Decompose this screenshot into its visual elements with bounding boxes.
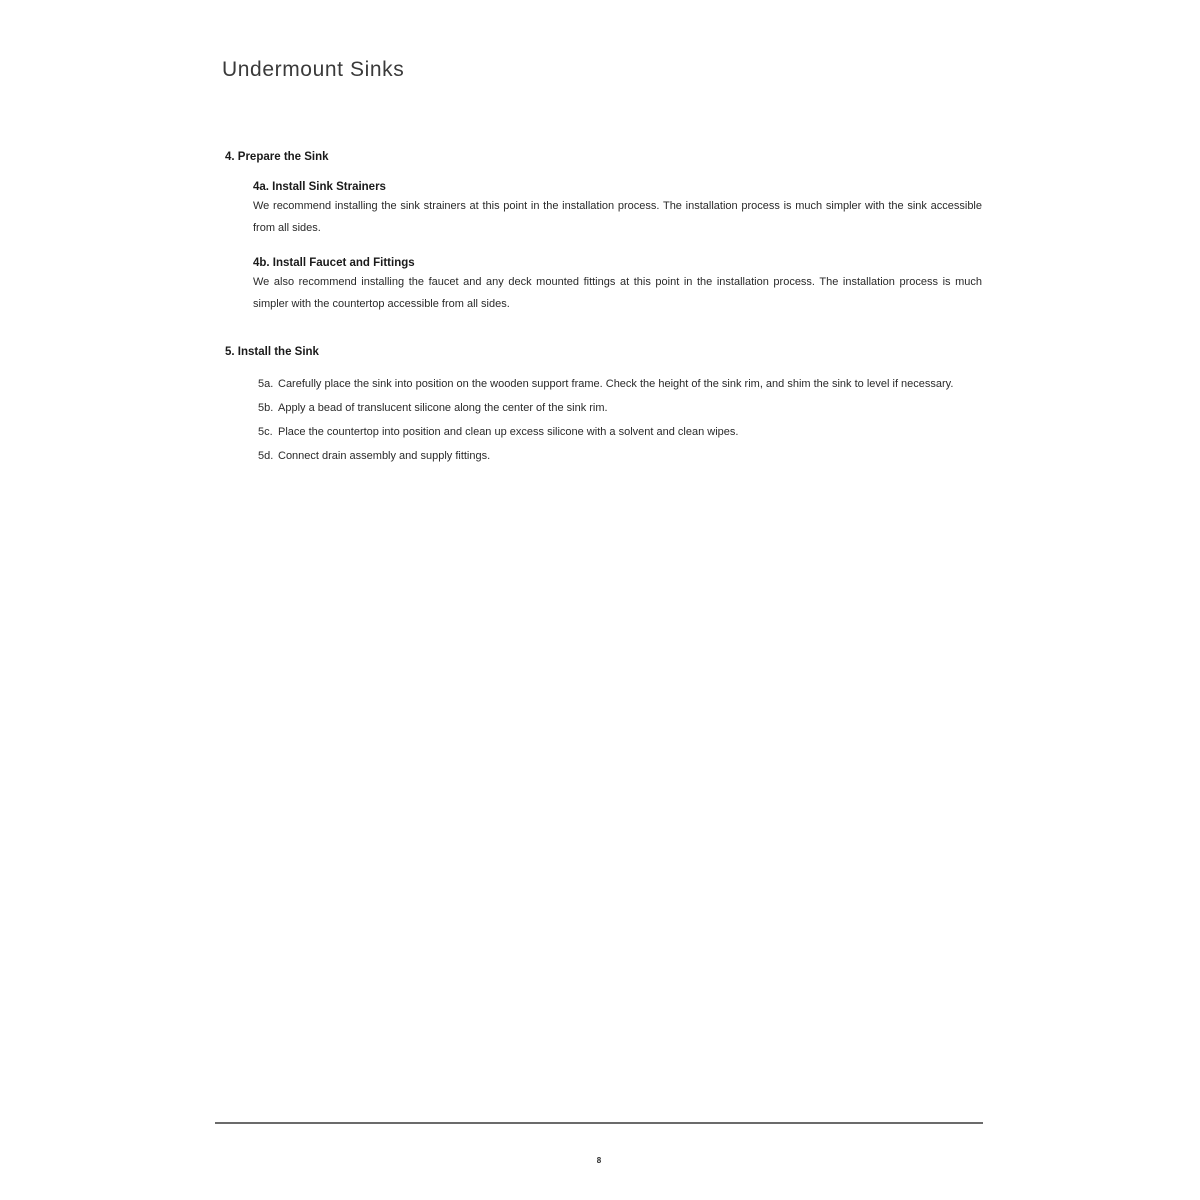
section-heading-prepare-the-sink: 4. Prepare the Sink xyxy=(225,151,329,163)
subsection-body: We recommend installing the sink strainers at this point in the installation process. The installation process is much simpler with the sink accessible from all sides. xyxy=(253,200,982,234)
section-heading-install-the-sink: 5. Install the Sink xyxy=(225,346,319,358)
step-text: Connect drain assembly and supply fittings. xyxy=(278,450,491,462)
subsection-heading: 4b. Install Faucet and Fittings xyxy=(253,257,415,269)
list-item-step-5a xyxy=(258,373,982,395)
list-item-step-5d xyxy=(258,445,982,467)
step-label: 5d. xyxy=(258,450,274,462)
page-title: Undermount Sinks xyxy=(222,58,405,81)
step-label: 5b. xyxy=(258,402,274,414)
list-item-step-5b xyxy=(258,397,982,419)
install-steps-list xyxy=(258,373,982,467)
subsection-install-sink-strainers xyxy=(253,181,982,239)
document-body xyxy=(222,58,982,469)
list-item-step-5c xyxy=(258,421,982,443)
step-text: Apply a bead of translucent silicone along the center of the sink rim. xyxy=(278,402,608,414)
step-label: 5a. xyxy=(258,378,274,390)
footer-divider xyxy=(215,1122,983,1124)
step-label: 5c. xyxy=(258,426,273,438)
subsection-heading: 4a. Install Sink Strainers xyxy=(253,181,386,193)
page-number: 8 xyxy=(596,1156,602,1165)
step-text: Place the countertop into position and clean up excess silicone with a solvent and clean wipes. xyxy=(278,426,739,438)
subsection-body: We also recommend installing the faucet and any deck mounted fittings at this point in the installation process. The installation process is much simpler with the countertop accessible from all sides. xyxy=(253,276,982,310)
step-text: Carefully place the sink into position on the wooden support frame. Check the height of the sink rim, and shim the sink to level if necessary. xyxy=(278,378,954,390)
subsection-install-faucet-and-fittings xyxy=(253,257,982,315)
